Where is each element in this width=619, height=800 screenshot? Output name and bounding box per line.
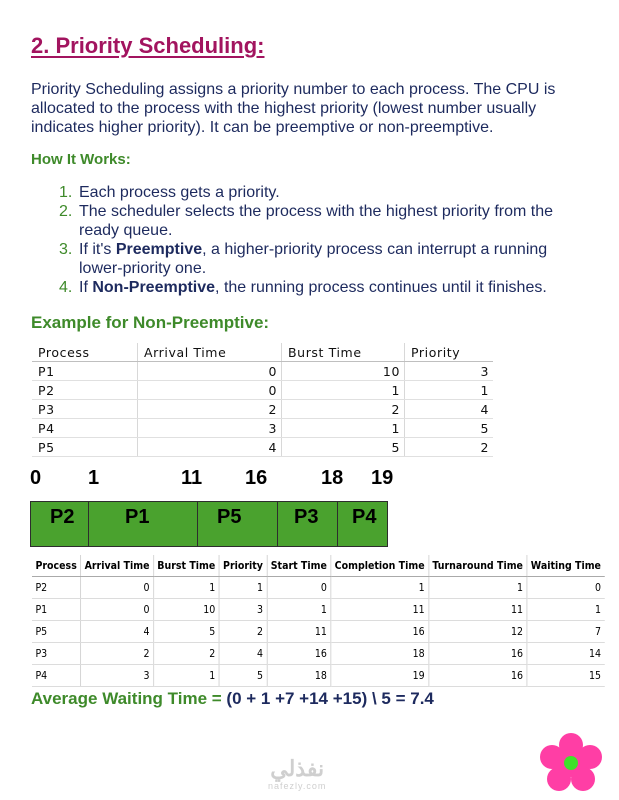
table-cell: P5: [32, 621, 81, 643]
table-cell: 0: [138, 381, 282, 400]
gantt-chart: [30, 501, 388, 549]
table-cell: P4: [32, 665, 81, 687]
step-text: The scheduler selects the process with the highest priority from the ready queue.: [79, 203, 553, 239]
table-cell: 11: [331, 599, 429, 621]
table-cell: 3: [138, 419, 282, 438]
table-cell: 10: [153, 599, 219, 621]
table-header-cell: Start Time: [267, 555, 331, 577]
table-row: [32, 381, 493, 400]
table-header-cell: Priority: [405, 343, 494, 362]
table-header-row: [32, 555, 604, 577]
table-row: [32, 643, 604, 665]
table-cell: P4: [32, 419, 138, 438]
table-row: [32, 419, 493, 438]
gantt-tick-label: 0: [30, 467, 42, 489]
table-cell: P2: [32, 577, 81, 599]
table-row: [32, 665, 604, 687]
table-cell: 0: [81, 599, 154, 621]
average-label: Average Waiting Time =: [31, 689, 227, 708]
table-cell: 1: [282, 419, 405, 438]
table-cell: 2: [81, 643, 154, 665]
table-cell: 1: [282, 381, 405, 400]
step-item: [59, 202, 589, 240]
gantt-tick-label: 18: [321, 467, 344, 489]
table-cell: 5: [405, 419, 494, 438]
step-text: , the running process continues until it finishes.: [215, 279, 547, 296]
table-cell: 4: [81, 621, 154, 643]
table-cell: 1: [405, 381, 494, 400]
step-item: [59, 240, 589, 278]
table-header-cell: Burst Time: [282, 343, 405, 362]
gantt-tick-label: 1: [88, 467, 100, 489]
table-row: [32, 400, 493, 419]
table-cell: P2: [32, 381, 138, 400]
table-header-cell: Completion Time: [331, 555, 429, 577]
step-number: 4.: [59, 279, 73, 296]
step-bold-term: Non-Preemptive: [92, 279, 216, 296]
table-cell: 19: [331, 665, 429, 687]
table-cell: 7: [527, 621, 605, 643]
table-header-row: [32, 343, 493, 362]
step-item: [59, 183, 589, 202]
step-text: , a higher-priority process can interrupt a running lower-priority one.: [79, 241, 548, 277]
table-cell: 3: [219, 599, 267, 621]
flower-icon: [538, 732, 604, 794]
table-header-cell: Process: [32, 555, 81, 577]
gantt-tick-label: 11: [181, 467, 203, 489]
table-cell: 2: [405, 438, 494, 457]
step-number: 2.: [59, 203, 73, 220]
table-cell: 1: [219, 577, 267, 599]
gantt-block-p3: P3: [278, 501, 338, 547]
table-cell: 1: [527, 599, 605, 621]
table-cell: 0: [527, 577, 605, 599]
steps-list: [59, 183, 589, 297]
table-cell: P3: [32, 643, 81, 665]
table-header-cell: Arrival Time: [138, 343, 282, 362]
table-cell: 4: [219, 643, 267, 665]
table-header-cell: Waiting Time: [527, 555, 605, 577]
table-cell: 2: [219, 621, 267, 643]
average-waiting-time: [31, 689, 434, 709]
table-cell: P1: [32, 599, 81, 621]
step-number: 1.: [59, 184, 73, 201]
gantt-block-p1: P1: [89, 501, 198, 547]
table-cell: 4: [405, 400, 494, 419]
table-cell: 5: [282, 438, 405, 457]
table-cell: 1: [267, 599, 331, 621]
watermark: [268, 757, 326, 791]
how-it-works-heading: How It Works:: [31, 151, 131, 168]
table-cell: 3: [81, 665, 154, 687]
table-cell: 16: [331, 621, 429, 643]
table-cell: 1: [153, 665, 219, 687]
table-cell: 2: [153, 643, 219, 665]
gantt-tick-label: 19: [371, 467, 394, 489]
step-item: [59, 278, 589, 297]
table-cell: P3: [32, 400, 138, 419]
table-cell: 14: [527, 643, 605, 665]
result-table: [32, 555, 604, 687]
table-cell: 11: [267, 621, 331, 643]
table-header-cell: Priority: [219, 555, 267, 577]
table-header-cell: Process: [32, 343, 138, 362]
table-row: [32, 577, 604, 599]
table-cell: 0: [267, 577, 331, 599]
example-heading: Example for Non-Preemptive:: [31, 313, 270, 332]
intro-paragraph: Priority Scheduling assigns a priority number to each process. The CPU is allocated to the process with the highest priority (lowest number usually indicates higher priority). It can be preemptive or non-preemptive.: [31, 81, 556, 136]
step-text: If it's: [79, 241, 116, 258]
table-cell: 5: [153, 621, 219, 643]
step-text: Each process gets a priority.: [79, 184, 280, 201]
table-cell: 11: [429, 599, 527, 621]
table-cell: 1: [153, 577, 219, 599]
table-cell: 16: [429, 665, 527, 687]
table-row: [32, 599, 604, 621]
table-header-cell: Arrival Time: [81, 555, 154, 577]
gantt-tick-label: 16: [245, 467, 268, 489]
table-row: [32, 438, 493, 457]
table-cell: 12: [429, 621, 527, 643]
table-cell: P5: [32, 438, 138, 457]
table-cell: 0: [81, 577, 154, 599]
table-cell: 2: [282, 400, 405, 419]
step-text: If: [79, 279, 93, 296]
gantt-block-p5: P5: [198, 501, 278, 547]
gantt-block-p4: P4: [338, 501, 388, 547]
table-cell: 16: [267, 643, 331, 665]
table-cell: 0: [138, 362, 282, 381]
table-cell: P1: [32, 362, 138, 381]
table-header-cell: Burst Time: [153, 555, 219, 577]
step-bold-term: Preemptive: [115, 241, 203, 258]
table-cell: 5: [219, 665, 267, 687]
table-cell: 1: [331, 577, 429, 599]
table-cell: 3: [405, 362, 494, 381]
table-cell: 18: [331, 643, 429, 665]
average-formula: (0 + 1 +7 +14 +15) \ 5 = 7.4: [226, 689, 434, 708]
table-cell: 15: [527, 665, 605, 687]
table-row: [32, 621, 604, 643]
table-cell: 16: [429, 643, 527, 665]
page-title: 2. Priority Scheduling:: [31, 33, 265, 58]
table-cell: 18: [267, 665, 331, 687]
watermark-arabic: نفذلي: [270, 756, 325, 781]
table-cell: 4: [138, 438, 282, 457]
table-cell: 1: [429, 577, 527, 599]
table-cell: 2: [138, 400, 282, 419]
table-cell: 10: [282, 362, 405, 381]
table-row: [32, 362, 493, 381]
input-process-table: [32, 343, 493, 457]
table-header-cell: Turnaround Time: [429, 555, 527, 577]
step-number: 3.: [59, 241, 73, 258]
watermark-url: nafezly.com: [268, 781, 327, 791]
gantt-block-p2: P2: [30, 501, 89, 547]
